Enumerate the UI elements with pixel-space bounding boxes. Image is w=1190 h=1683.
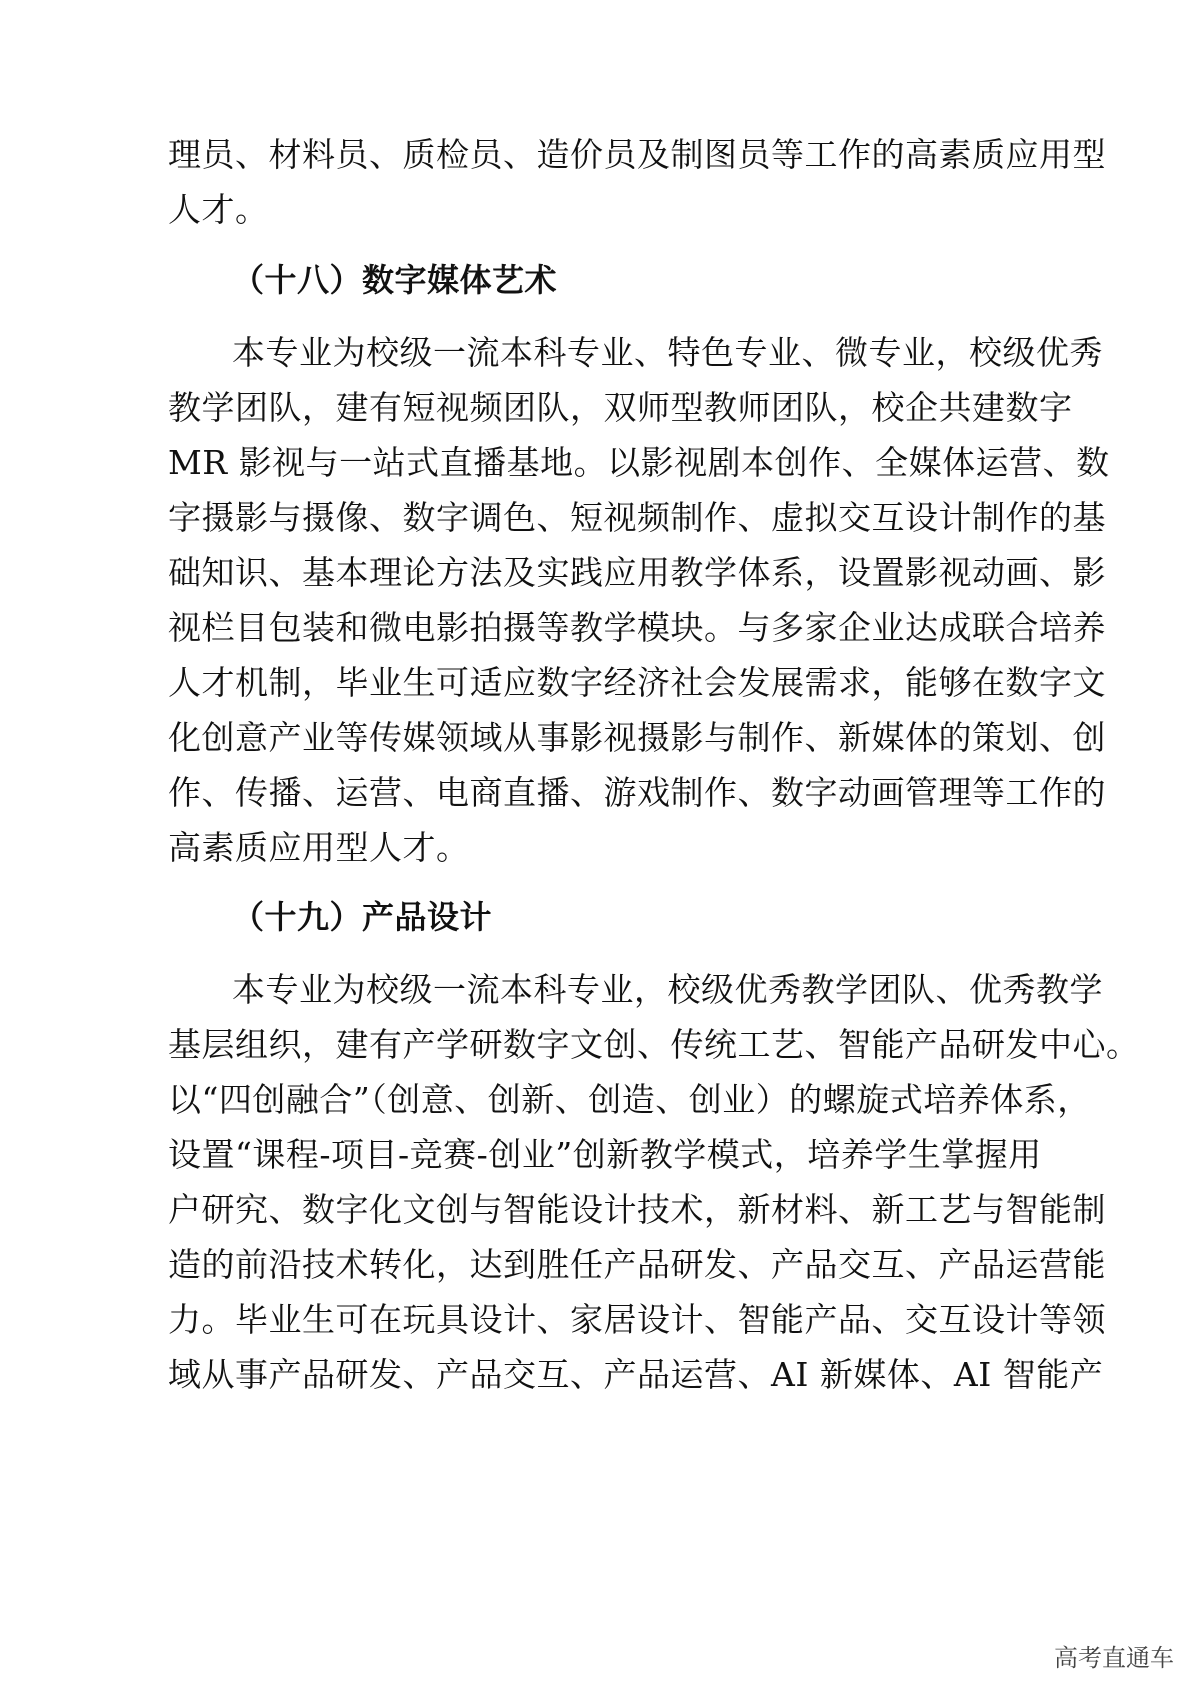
section-heading-product-design: （十九）产品设计: [232, 898, 493, 936]
paragraph-line: 以“四创融合”（创意、创新、创造、创业）的螺旋式培养体系，: [168, 1080, 1091, 1119]
paragraph-line: 造的前沿技术转化，达到胜任产品研发、产品交互、产品运营能: [168, 1245, 1106, 1284]
paragraph-line: 户研究、数字化文创与智能设计技术，新材料、新工艺与智能制: [168, 1190, 1106, 1229]
paragraph-line: 设置“课程-项目-竞赛-创业”创新教学模式，培养学生掌握用: [168, 1135, 1042, 1174]
paragraph-line: 域从事产品研发、产品交互、产品运营、AI 新媒体、AI 智能产: [168, 1355, 1104, 1394]
paragraph-line: 化创意产业等传媒领域从事影视摄影与制作、新媒体的策划、创: [168, 718, 1106, 757]
paragraph-line: 本专业为校级一流本科专业，校级优秀教学团队、优秀教学: [232, 970, 1103, 1009]
paragraph-line: 字摄影与摄像、数字调色、短视频制作、虚拟交互设计制作的基: [168, 498, 1106, 537]
section-heading-digital-media-art: （十八）数字媒体艺术: [232, 261, 558, 299]
paragraph-line: 人才机制，毕业生可适应数字经济社会发展需求，能够在数字文: [168, 663, 1106, 702]
paragraph-line: 教学团队，建有短视频团队，双师型教师团队，校企共建数字: [168, 388, 1073, 427]
paragraph-line: 人才。: [168, 190, 269, 229]
watermark-text: 高考直通车: [1054, 1644, 1174, 1672]
paragraph-line: 视栏目包装和微电影拍摄等教学模块。与多家企业达成联合培养: [168, 608, 1106, 647]
paragraph-line: 本专业为校级一流本科专业、特色专业、微专业，校级优秀: [232, 333, 1103, 372]
paragraph-line: 高素质应用型人才。: [168, 828, 470, 867]
paragraph-line: 理员、材料员、质检员、造价员及制图员等工作的高素质应用型: [168, 135, 1106, 174]
paragraph-line: 作、传播、运营、电商直播、游戏制作、数字动画管理等工作的: [168, 773, 1106, 812]
paragraph-line: 力。毕业生可在玩具设计、家居设计、智能产品、交互设计等领: [168, 1300, 1106, 1339]
paragraph-line: 基层组织，建有产学研数字文创、传统工艺、智能产品研发中心。: [168, 1025, 1140, 1064]
paragraph-line: 础知识、基本理论方法及实践应用教学体系，设置影视动画、影: [168, 553, 1106, 592]
paragraph-line: MR 影视与一站式直播基地。以影视剧本创作、全媒体运营、数: [168, 443, 1110, 482]
